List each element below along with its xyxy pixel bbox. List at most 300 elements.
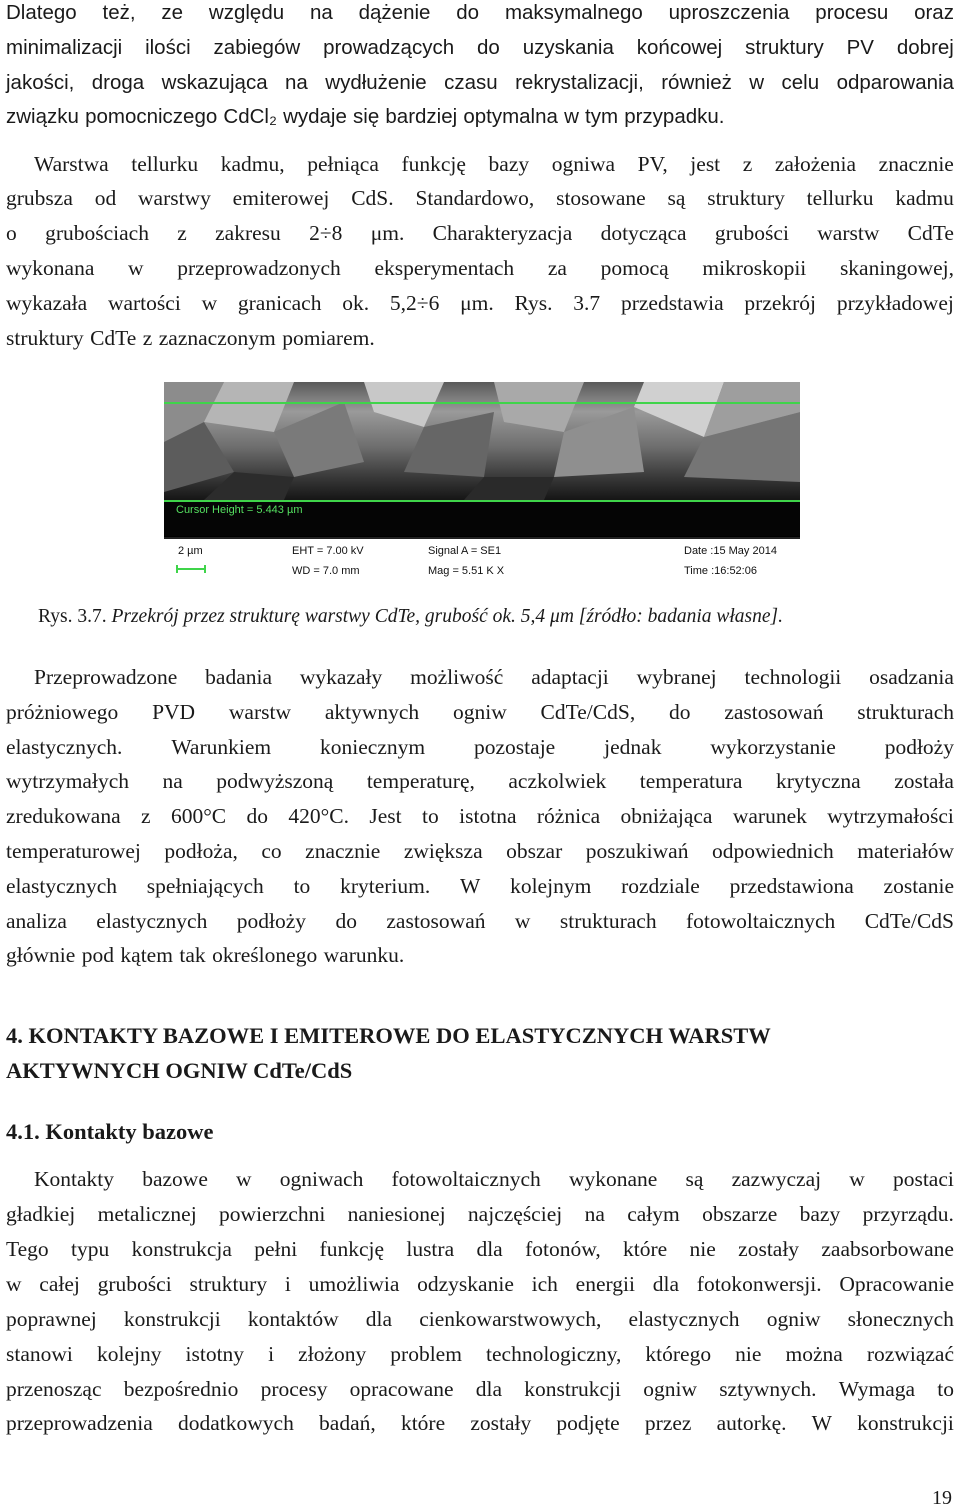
word: elastycznych	[96, 909, 208, 933]
word: kątem	[120, 943, 173, 967]
word: kolejnym	[510, 874, 592, 898]
word: osadzania	[869, 665, 954, 689]
word: 2÷8	[309, 221, 343, 245]
word: przedstawiona	[729, 874, 854, 898]
word: μm.	[370, 221, 405, 245]
word: to	[293, 874, 311, 898]
word: poszukiwań	[585, 839, 689, 863]
para4-line	[6, 1410, 954, 1436]
word: obszarze	[702, 1202, 778, 1226]
word: Kontakty	[34, 1167, 115, 1191]
word: tak	[179, 943, 206, 967]
word: struktury	[189, 1272, 268, 1296]
cursor-height-label: Cursor Height = 5.443 µm	[176, 504, 303, 516]
word: dotycząca	[600, 221, 687, 245]
word: metalicznej	[97, 1202, 197, 1226]
word: podwyższoną	[216, 769, 334, 793]
word: aktywnych	[324, 700, 420, 724]
page-number: 19	[932, 1487, 952, 1509]
word: struktury	[707, 186, 785, 210]
word: jakości,	[6, 71, 75, 94]
word: autorkę.	[716, 1411, 787, 1435]
word: konstrukcja	[131, 1237, 232, 1261]
word: nie	[689, 1237, 716, 1261]
word: Przeprowadzone	[34, 665, 178, 689]
mag-value: Mag = 5.51 K X	[428, 565, 505, 577]
word: μm.	[460, 291, 494, 315]
word: próżniowego	[6, 700, 119, 724]
para4-line	[6, 1271, 954, 1297]
word: tellurku	[131, 152, 199, 176]
para4-line	[6, 1341, 954, 1367]
word: w	[236, 1167, 252, 1191]
word: za	[547, 256, 567, 280]
word: rozdziale	[621, 874, 700, 898]
word: złożony	[298, 1342, 367, 1366]
word: odzyskanie	[417, 1272, 514, 1296]
word: zwiększa	[403, 839, 483, 863]
word: pełniąca	[307, 152, 379, 176]
word: kolejny	[96, 1342, 162, 1366]
word: umożliwia	[308, 1272, 400, 1296]
word: też,	[102, 1, 136, 24]
word: analiza	[6, 909, 67, 933]
word: związku	[6, 105, 79, 128]
word: PV,	[637, 152, 668, 176]
word: wskazująca	[161, 71, 268, 94]
para1-line	[6, 0, 954, 26]
sem-info-bar	[164, 537, 800, 585]
word: dla	[365, 1307, 393, 1331]
word: zastosowań	[724, 700, 824, 724]
word: pozostaje	[474, 735, 556, 759]
word: które	[623, 1237, 668, 1261]
word: PVD	[152, 700, 196, 724]
word: przedstawia	[620, 291, 724, 315]
word: również	[661, 71, 732, 94]
word: eksperymentach	[374, 256, 515, 280]
word: fotonów,	[525, 1237, 601, 1261]
word: dobrej	[896, 36, 954, 59]
word: dla	[476, 1237, 503, 1261]
word: istotna	[459, 804, 517, 828]
word: CdS.	[351, 186, 394, 210]
word: cienkowarstwowych,	[419, 1307, 602, 1331]
word: elastycznych	[628, 1307, 740, 1331]
word: Jest	[369, 804, 402, 828]
word: sztywnych.	[719, 1377, 817, 1401]
word: Wymaga	[838, 1377, 916, 1401]
word: warunek	[732, 804, 807, 828]
word: bezpośrednio	[123, 1377, 239, 1401]
word: typu	[71, 1237, 110, 1261]
word: wartości	[107, 291, 181, 315]
word: elastycznych.	[6, 735, 123, 759]
chapter-heading: 4. KONTAKTY BAZOWE I EMITEROWE DO ELASTYCZNYCH WARSTW	[6, 1023, 771, 1048]
word: 5,2÷6	[389, 291, 440, 315]
word: technologii	[744, 665, 842, 689]
word: uproszczenia	[668, 1, 790, 24]
para4-line	[34, 1166, 954, 1192]
word: tym	[585, 105, 619, 128]
word: lustra	[406, 1237, 455, 1261]
word: dodatkowych	[178, 1411, 294, 1435]
word: całej	[39, 1272, 80, 1296]
word: została	[894, 769, 954, 793]
word: CdTe	[907, 221, 954, 245]
word: problem	[390, 1342, 462, 1366]
word: do	[335, 909, 357, 933]
word: obniżająca	[620, 804, 713, 828]
word: elastycznych	[6, 874, 118, 898]
word: różnica	[536, 804, 601, 828]
measurement-line-top	[164, 402, 800, 404]
word: odparowania	[836, 71, 954, 94]
word: wybranej	[636, 665, 717, 689]
word: zaabsorbowane	[821, 1237, 954, 1261]
word: grubościach	[45, 221, 149, 245]
para4-line	[6, 1236, 954, 1262]
para3-line	[6, 908, 954, 934]
word: strukturach	[857, 700, 954, 724]
signal-value: Signal A = SE1	[428, 545, 502, 557]
word: podłoży	[236, 909, 307, 933]
word: minimalizacji	[6, 36, 123, 59]
word: stanowi	[6, 1342, 73, 1366]
word: skaningowej,	[839, 256, 954, 280]
word: o	[6, 221, 17, 245]
word: maksymalnego	[504, 1, 643, 24]
word: w	[564, 105, 579, 128]
word: istotny	[185, 1342, 245, 1366]
word: spełniających	[146, 874, 264, 898]
word: czasu	[444, 71, 498, 94]
word: 3.7	[573, 291, 601, 315]
word: z	[177, 221, 187, 245]
word: ogniwach	[279, 1167, 364, 1191]
word: opracowane	[349, 1377, 454, 1401]
word: technologiczny,	[486, 1342, 622, 1366]
word: z	[142, 326, 153, 350]
word: założenia	[774, 152, 857, 176]
para2-line	[6, 185, 954, 211]
word: całym	[627, 1202, 680, 1226]
word: adaptacji	[531, 665, 609, 689]
word: temperaturę,	[366, 769, 475, 793]
word: z	[141, 804, 151, 828]
word: zastosowań	[386, 909, 486, 933]
word: aczkolwiek	[508, 769, 607, 793]
word: CdTe/CdS,	[540, 700, 636, 724]
word: funkcję	[319, 1237, 385, 1261]
word: gładkiej	[6, 1202, 76, 1226]
sem-image	[164, 382, 800, 500]
word: grubsza	[6, 186, 73, 210]
word: ok.	[342, 291, 370, 315]
word: najczęściej	[467, 1202, 563, 1226]
word: jest	[690, 152, 721, 176]
word: poprawnej	[6, 1307, 97, 1331]
measurement-line-bottom	[164, 500, 800, 502]
word: podłoży	[884, 735, 954, 759]
word: bazy	[488, 152, 530, 176]
word: się	[353, 105, 380, 128]
crystal-texture	[164, 382, 800, 500]
word: przeprowadzonych	[177, 256, 341, 280]
caption-prefix: Rys. 3.7.	[38, 606, 107, 627]
word: to	[937, 1377, 954, 1401]
word: pomocniczego	[85, 105, 218, 128]
word: ilości	[145, 36, 191, 59]
para1-line	[6, 104, 954, 130]
word: ogniwa	[551, 152, 616, 176]
word: struktury	[745, 36, 824, 59]
word: Warstwa	[34, 152, 109, 176]
scale-label: 2 µm	[178, 545, 203, 557]
chapter-heading: AKTYWNYCH OGNIW CdTe/CdS	[6, 1058, 353, 1083]
word: bazowe	[142, 1167, 208, 1191]
word: pełni	[254, 1237, 298, 1261]
word: znacznie	[878, 152, 954, 176]
word: zostały	[470, 1411, 532, 1435]
para3-line	[6, 942, 954, 968]
word: energii	[575, 1272, 635, 1296]
word: warstw	[817, 221, 880, 245]
word: Tego	[6, 1237, 49, 1261]
word: 600°C	[170, 804, 227, 828]
word: celu	[781, 71, 820, 94]
word: którego	[645, 1342, 712, 1366]
word: w	[849, 1167, 865, 1191]
para1-line	[6, 35, 954, 61]
word: konstrukcji	[524, 1377, 621, 1401]
word: granicach	[237, 291, 322, 315]
word: mikroskopii	[702, 256, 807, 280]
word: zostanie	[883, 874, 954, 898]
word: w	[6, 1272, 22, 1296]
para3-line	[6, 803, 954, 829]
word: warstwy	[138, 186, 211, 210]
word: wykonane	[568, 1167, 658, 1191]
word: znacznie	[305, 839, 381, 863]
word: ich	[531, 1272, 558, 1296]
word: na	[162, 769, 183, 793]
word: temperatura	[639, 769, 743, 793]
para4-line	[6, 1201, 954, 1227]
word: głównie	[6, 943, 76, 967]
word: wykorzystanie	[710, 735, 836, 759]
word: w	[128, 256, 144, 280]
word: CdCl₂	[223, 105, 277, 128]
word: kadmu	[895, 186, 954, 210]
word: podjęte	[556, 1411, 620, 1435]
word: i	[268, 1342, 275, 1366]
word: w	[749, 71, 765, 94]
word: ogniw	[643, 1377, 697, 1401]
word: 420°C.	[288, 804, 349, 828]
figure-caption	[38, 606, 783, 628]
word: na	[285, 71, 308, 94]
para4-line	[6, 1376, 954, 1402]
word: temperaturowej	[6, 839, 141, 863]
para2-line	[6, 325, 954, 351]
word: do	[477, 36, 500, 59]
word: funkcję	[401, 152, 466, 176]
para2-line	[6, 290, 954, 316]
scale-bar	[176, 565, 206, 573]
word: fotowoltaicznych	[686, 909, 836, 933]
word: naniesionej	[347, 1202, 446, 1226]
word: i	[284, 1272, 291, 1296]
word: do	[456, 1, 480, 24]
word: kontaktów	[247, 1307, 339, 1331]
word: konstrukcji	[857, 1411, 954, 1435]
word: emiterowej	[232, 186, 330, 210]
word: konstrukcji	[123, 1307, 221, 1331]
word: materiałów	[857, 839, 954, 863]
word: uzyskania	[522, 36, 614, 59]
word: Standardowo,	[415, 186, 535, 210]
word: optymalna	[463, 105, 558, 128]
word: warunku.	[323, 943, 405, 967]
word: kadmu,	[220, 152, 285, 176]
word: do	[246, 804, 269, 828]
word: struktury	[6, 326, 84, 350]
word: pomocą	[600, 256, 669, 280]
word: zaznaczonym	[158, 326, 276, 350]
word: Rys.	[514, 291, 553, 315]
word: rozwiązać	[866, 1342, 954, 1366]
para4-line	[6, 1306, 954, 1332]
word: wykonana	[6, 256, 95, 280]
word: od	[94, 186, 117, 210]
word: są	[667, 186, 686, 210]
word: oraz	[914, 1, 954, 24]
word: końcowej	[636, 36, 723, 59]
word: z	[742, 152, 753, 176]
word: fotowoltaicznych	[391, 1167, 541, 1191]
word: przenosząc	[6, 1377, 102, 1401]
word: zabiegów	[213, 36, 301, 59]
wd-value: WD = 7.0 mm	[292, 565, 360, 577]
word: Dlatego	[6, 1, 77, 24]
word: dla	[652, 1272, 680, 1296]
word: nie	[735, 1342, 762, 1366]
para3-line	[6, 873, 954, 899]
word: jednak	[604, 735, 662, 759]
word: droga	[91, 71, 145, 94]
word: W	[460, 874, 481, 898]
para1-line	[6, 70, 954, 96]
para3-line	[34, 664, 954, 690]
word: Charakteryzacja	[432, 221, 573, 245]
word: bazy	[799, 1202, 841, 1226]
word: dla	[475, 1377, 503, 1401]
word: do	[669, 700, 691, 724]
para3-line	[6, 699, 954, 725]
word: na	[309, 1, 333, 24]
word: procesu	[815, 1, 889, 24]
word: dążenie	[358, 1, 431, 24]
word: obszar	[506, 839, 563, 863]
word: PV	[846, 36, 874, 59]
word: ogniw	[452, 700, 507, 724]
word: zakresu	[215, 221, 281, 245]
word: w	[514, 909, 531, 933]
word: rekrystalizacji,	[515, 71, 644, 94]
word: prowadzących	[323, 36, 455, 59]
word: określonego	[212, 943, 318, 967]
word: ogniw	[766, 1307, 821, 1331]
word: postaci	[892, 1167, 954, 1191]
word: zostały	[738, 1237, 800, 1261]
word: fotokonwersji.	[696, 1272, 822, 1296]
word: w	[201, 291, 218, 315]
word: przyrządu.	[862, 1202, 954, 1226]
word: pod	[81, 943, 114, 967]
word: możliwość	[410, 665, 504, 689]
date-value: Date :15 May 2014	[684, 545, 777, 557]
para2-line	[34, 151, 954, 177]
word: badań,	[319, 1411, 376, 1435]
eht-value: EHT = 7.00 kV	[292, 545, 364, 557]
word: tellurku	[806, 186, 874, 210]
word: krytyczna	[775, 769, 861, 793]
word: zazwyczaj	[731, 1167, 822, 1191]
word: podłoża,	[164, 839, 238, 863]
word: pomiarem.	[282, 326, 375, 350]
word: słonecznych	[847, 1307, 954, 1331]
word: Opracowanie	[839, 1272, 954, 1296]
word: Warunkiem	[171, 735, 272, 759]
para2-line	[6, 255, 954, 281]
word: odpowiednich	[711, 839, 834, 863]
word: przekrój	[744, 291, 817, 315]
time-value: Time :16:52:06	[684, 565, 757, 577]
word: bardziej	[385, 105, 458, 128]
word: grubości	[714, 221, 789, 245]
word: można	[785, 1342, 843, 1366]
word: to	[422, 804, 439, 828]
para2-line	[6, 220, 954, 246]
word: przykładowej	[836, 291, 954, 315]
word: wytrzymałych	[6, 769, 129, 793]
word: strukturach	[559, 909, 657, 933]
word: kryterium.	[340, 874, 431, 898]
section-heading: 4.1. Kontakty bazowe	[6, 1119, 214, 1144]
word: zredukowana	[6, 804, 121, 828]
word: wykazała	[6, 291, 88, 315]
sem-micrograph-figure	[164, 382, 800, 585]
word: CdTe/CdS	[864, 909, 954, 933]
word: W	[811, 1411, 832, 1435]
word: przez	[644, 1411, 692, 1435]
word: przeprowadzenia	[6, 1411, 153, 1435]
word: koniecznym	[320, 735, 426, 759]
word: wydłużenie	[325, 71, 427, 94]
word: powierzchni	[219, 1202, 326, 1226]
para3-line	[6, 734, 954, 760]
word: są	[685, 1167, 704, 1191]
word: grubości	[97, 1272, 172, 1296]
caption-text: Przekrój przez strukturę warstwy CdTe, grubość ok. 5,4 μm [źródło: badania własne].	[111, 606, 784, 627]
word: na	[584, 1202, 605, 1226]
word: wykazały	[299, 665, 383, 689]
word: co	[261, 839, 282, 863]
word: CdTe	[90, 326, 137, 350]
word: ze	[161, 1, 184, 24]
para3-line	[6, 838, 954, 864]
